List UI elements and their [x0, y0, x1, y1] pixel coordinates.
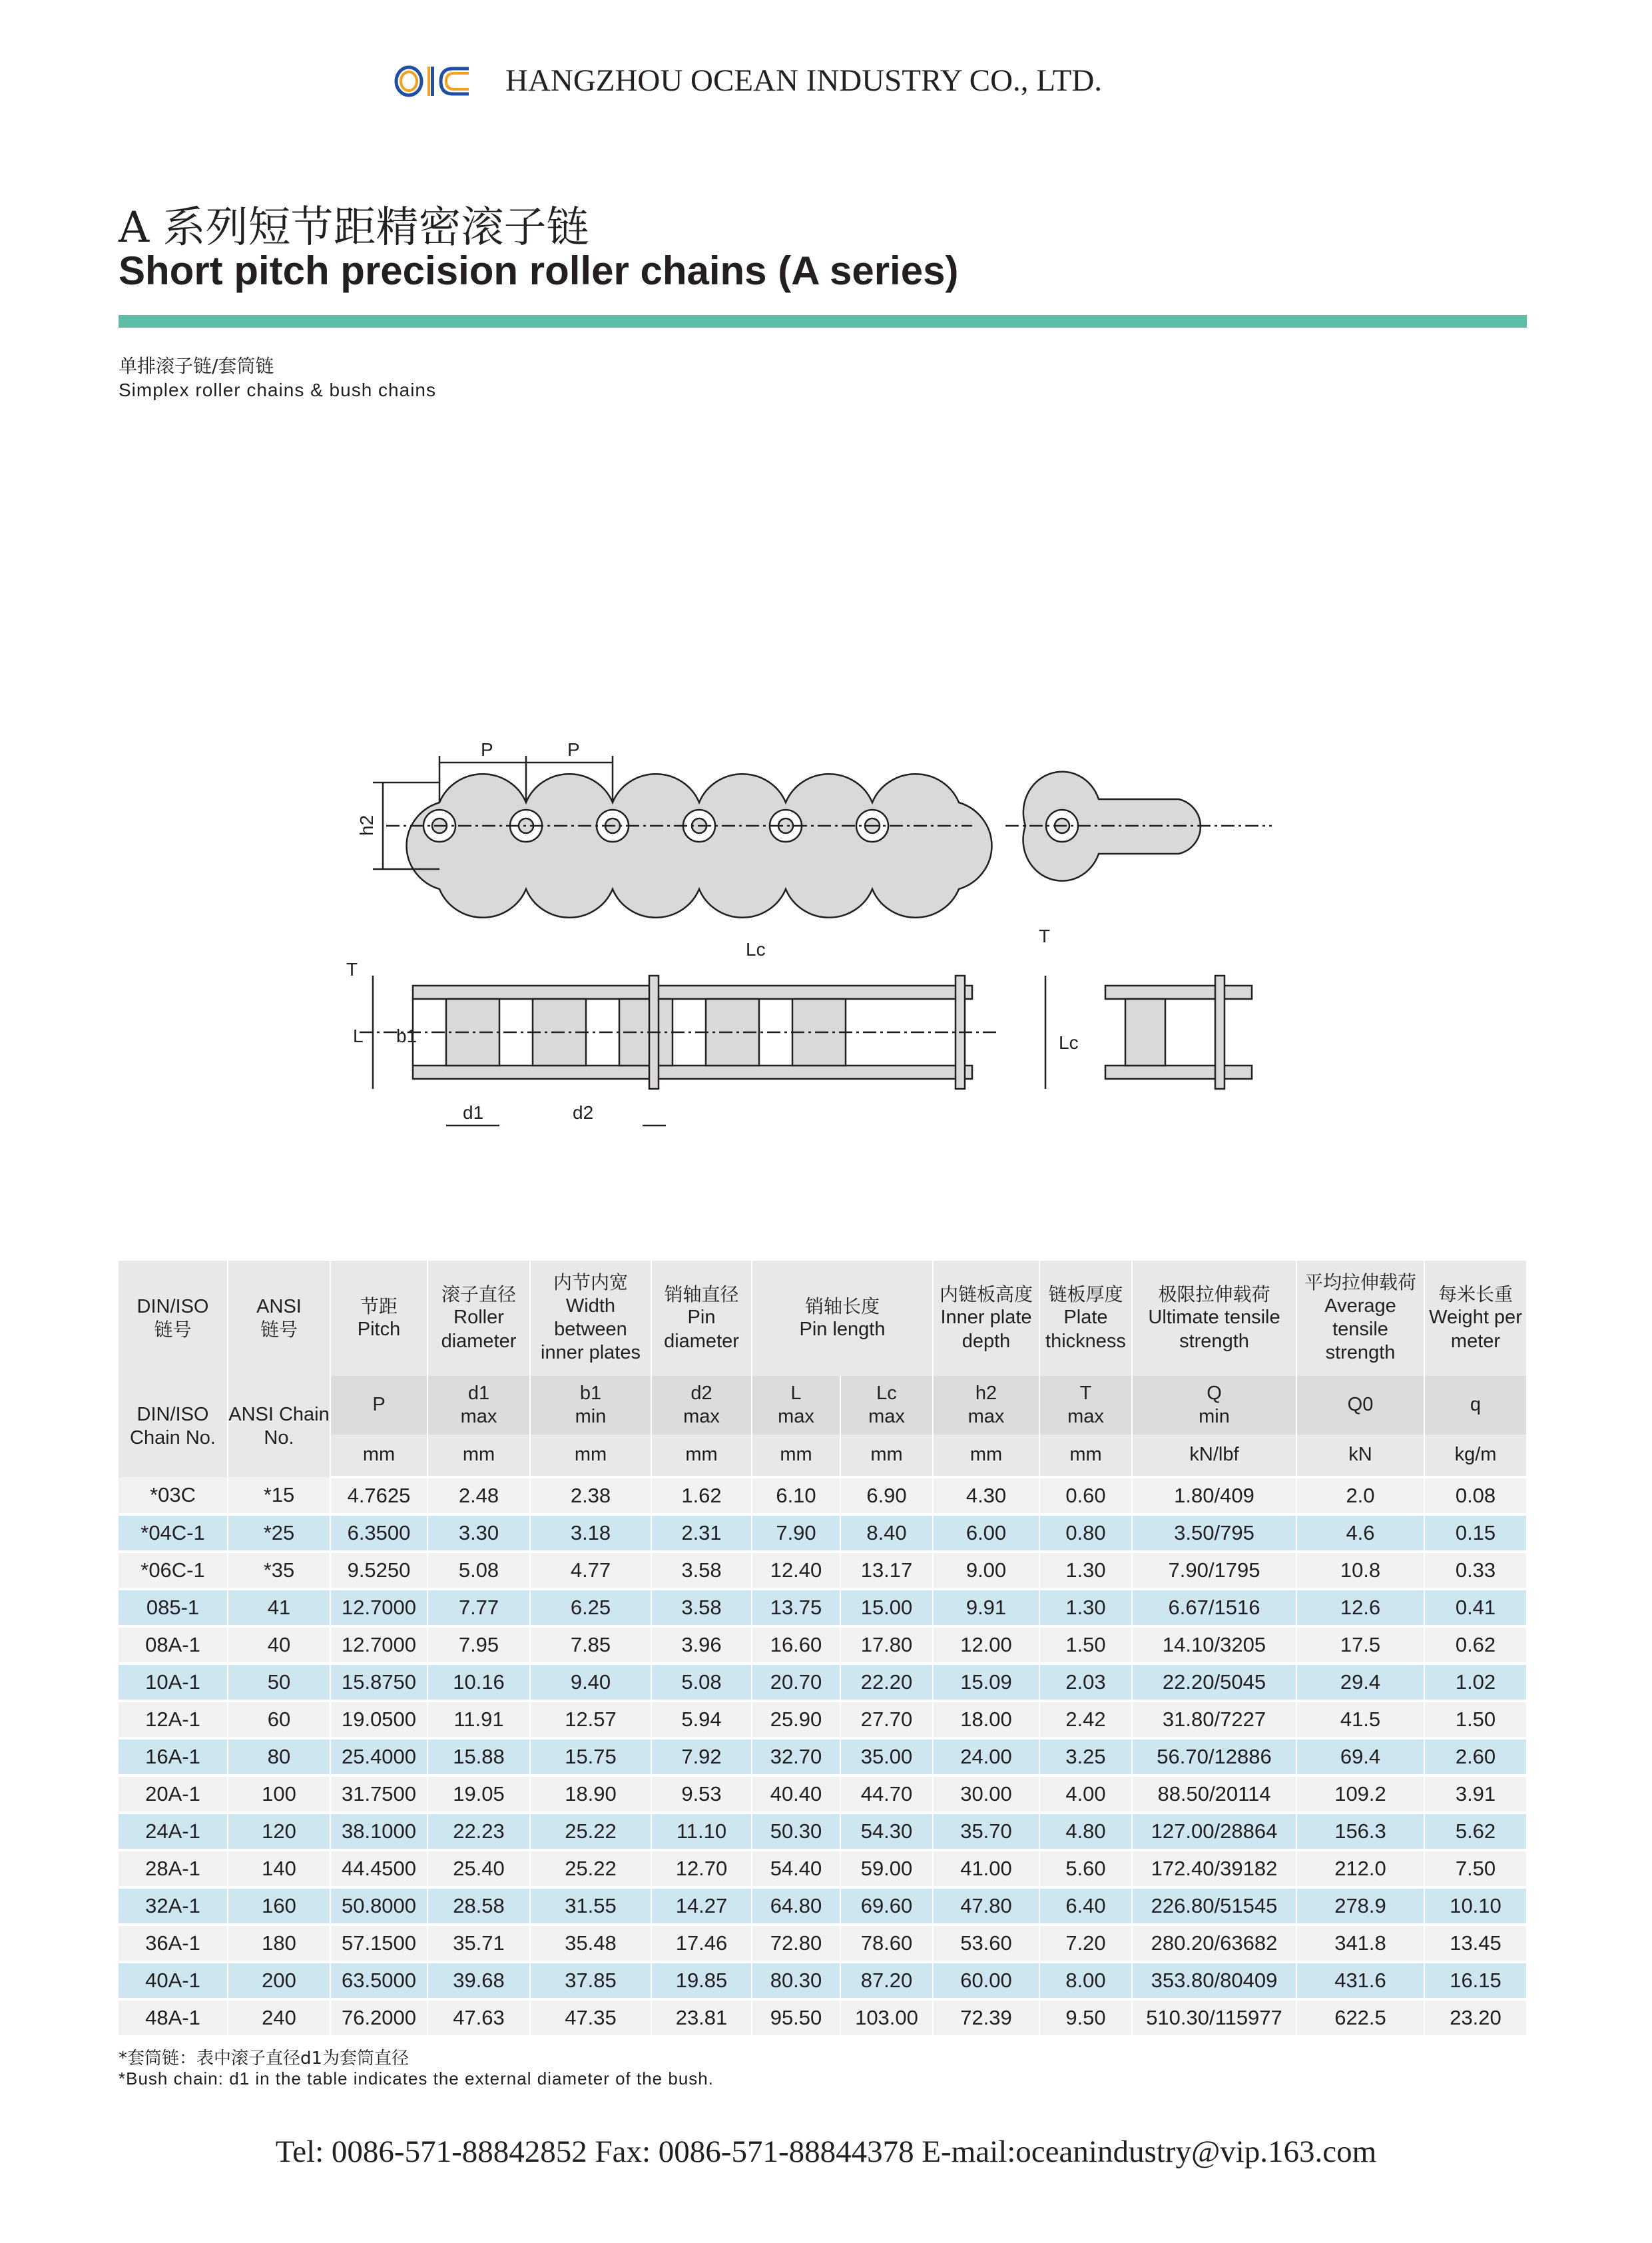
- company-name: HANGZHOU OCEAN INDUSTRY CO., LTD.: [505, 63, 1103, 98]
- table-cell: 41.5: [1296, 1701, 1424, 1738]
- table-cell: 2.60: [1424, 1738, 1527, 1775]
- table-cell: 2.03: [1039, 1664, 1132, 1701]
- table-row: [119, 1738, 1527, 1775]
- table-cell: 53.60: [933, 1925, 1039, 1962]
- table-cell: 48A-1: [119, 1999, 228, 2037]
- header-symbol: q: [1424, 1376, 1527, 1435]
- table-cell: 0.80: [1039, 1514, 1132, 1552]
- header-unit: kN: [1296, 1435, 1424, 1477]
- table-cell: 4.77: [530, 1552, 651, 1589]
- table-cell: 08A-1: [119, 1626, 228, 1664]
- table-cell: 12.40: [752, 1552, 840, 1589]
- header-symbol: Q min: [1132, 1376, 1296, 1435]
- table-header-row: [119, 1261, 1527, 1376]
- table-unit-row: [119, 1435, 1527, 1477]
- table-cell: 17.5: [1296, 1626, 1424, 1664]
- table-cell: 10.8: [1296, 1552, 1424, 1589]
- table-cell: 2.48: [427, 1477, 530, 1514]
- table-cell: 10.10: [1424, 1887, 1527, 1925]
- table-cell: 22.20/5045: [1132, 1664, 1296, 1701]
- table-cell: 24.00: [933, 1738, 1039, 1775]
- header-symbol: d1 max: [427, 1376, 530, 1435]
- table-cell: 47.35: [530, 1999, 651, 2037]
- table-cell: 0.41: [1424, 1589, 1527, 1626]
- table-cell: 14.27: [651, 1887, 752, 1925]
- table-row: [119, 1514, 1527, 1552]
- table-cell: 47.63: [427, 1999, 530, 2037]
- table-cell: 56.70/12886: [1132, 1738, 1296, 1775]
- table-row: [119, 1701, 1527, 1738]
- header-pin-diameter: 销轴直径 Pin diameter: [651, 1261, 752, 1376]
- header-unit: kg/m: [1424, 1435, 1527, 1477]
- table-cell: 7.77: [427, 1589, 530, 1626]
- table-cell: 085-1: [119, 1589, 228, 1626]
- table-cell: 0.62: [1424, 1626, 1527, 1664]
- table-cell: 39.68: [427, 1962, 530, 1999]
- company-logo: [394, 64, 471, 99]
- dim-label-d1: d1: [463, 1102, 484, 1123]
- table-cell: 41.00: [933, 1850, 1039, 1887]
- table-cell: 41: [228, 1589, 330, 1626]
- table-cell: 25.22: [530, 1850, 651, 1887]
- table-cell: 28A-1: [119, 1850, 228, 1887]
- table-cell: 5.62: [1424, 1813, 1527, 1850]
- dim-label-p1: P: [481, 739, 493, 760]
- header-symbol: Lc max: [840, 1376, 933, 1435]
- chain-diagram: [306, 723, 1298, 1149]
- header-unit: mm: [840, 1435, 933, 1477]
- table-row: [119, 1887, 1527, 1925]
- table-cell: 15.8750: [330, 1664, 427, 1701]
- table-cell: 10.16: [427, 1664, 530, 1701]
- table-cell: 8.40: [840, 1514, 933, 1552]
- table-cell: 3.30: [427, 1514, 530, 1552]
- header-symbol: d2 max: [651, 1376, 752, 1435]
- table-cell: 127.00/28864: [1132, 1813, 1296, 1850]
- header-symbol: T max: [1039, 1376, 1132, 1435]
- table-cell: 5.60: [1039, 1850, 1132, 1887]
- table-cell: 57.1500: [330, 1925, 427, 1962]
- table-cell: 4.30: [933, 1477, 1039, 1514]
- header-unit: mm: [1039, 1435, 1132, 1477]
- table-cell: 16.15: [1424, 1962, 1527, 1999]
- header-unit: mm: [752, 1435, 840, 1477]
- table-cell: 9.50: [1039, 1999, 1132, 2037]
- table-cell: 200: [228, 1962, 330, 1999]
- table-cell: 25.40: [427, 1850, 530, 1887]
- header-ultimate: 极限拉伸载荷 Ultimate tensile strength: [1132, 1261, 1296, 1376]
- table-cell: 44.4500: [330, 1850, 427, 1887]
- table-cell: 12A-1: [119, 1701, 228, 1738]
- table-row: [119, 1925, 1527, 1962]
- table-cell: 59.00: [840, 1850, 933, 1887]
- dim-label-p2: P: [567, 739, 580, 760]
- table-cell: 6.25: [530, 1589, 651, 1626]
- table-cell: 7.90/1795: [1132, 1552, 1296, 1589]
- table-cell: 1.02: [1424, 1664, 1527, 1701]
- table-cell: 17.80: [840, 1626, 933, 1664]
- table-cell: 44.70: [840, 1775, 933, 1813]
- table-cell: 40: [228, 1626, 330, 1664]
- table-cell: 6.10: [752, 1477, 840, 1514]
- dim-label-lc2: Lc: [1059, 1032, 1079, 1053]
- table-cell: 160: [228, 1887, 330, 1925]
- table-cell: 16A-1: [119, 1738, 228, 1775]
- table-cell: 2.38: [530, 1477, 651, 1514]
- table-cell: 32.70: [752, 1738, 840, 1775]
- table-cell: 9.53: [651, 1775, 752, 1813]
- header-unit: mm: [330, 1435, 427, 1477]
- table-row: [119, 1775, 1527, 1813]
- table-cell: 40.40: [752, 1775, 840, 1813]
- section-subtitle: Simplex roller chains & bush chains: [119, 380, 436, 400]
- table-cell: 18.90: [530, 1775, 651, 1813]
- table-cell: 12.57: [530, 1701, 651, 1738]
- table-cell: 88.50/20114: [1132, 1775, 1296, 1813]
- table-cell: 19.05: [427, 1775, 530, 1813]
- table-cell: 3.25: [1039, 1738, 1132, 1775]
- table-cell: 172.40/39182: [1132, 1850, 1296, 1887]
- table-cell: 6.00: [933, 1514, 1039, 1552]
- table-cell: 156.3: [1296, 1813, 1424, 1850]
- table-cell: 31.7500: [330, 1775, 427, 1813]
- table-cell: 6.40: [1039, 1887, 1132, 1925]
- table-cell: 31.80/7227: [1132, 1701, 1296, 1738]
- dim-label-t2: T: [1039, 926, 1051, 946]
- header-symbol: h2 max: [933, 1376, 1039, 1435]
- table-cell: 16.60: [752, 1626, 840, 1664]
- table-cell: 1.30: [1039, 1552, 1132, 1589]
- table-cell: 12.7000: [330, 1589, 427, 1626]
- table-cell: 50: [228, 1664, 330, 1701]
- table-cell: 63.5000: [330, 1962, 427, 1999]
- table-row: [119, 1477, 1527, 1514]
- table-row: [119, 1589, 1527, 1626]
- table-cell: 23.81: [651, 1999, 752, 2037]
- header-symbol: P: [330, 1376, 427, 1435]
- table-cell: 60: [228, 1701, 330, 1738]
- table-row: [119, 1664, 1527, 1701]
- table-cell: 4.00: [1039, 1775, 1132, 1813]
- table-cell: 50.30: [752, 1813, 840, 1850]
- table-cell: 0.33: [1424, 1552, 1527, 1589]
- table-row: [119, 1552, 1527, 1589]
- table-cell: 3.58: [651, 1589, 752, 1626]
- table-cell: 60.00: [933, 1962, 1039, 1999]
- table-cell: 0.15: [1424, 1514, 1527, 1552]
- dim-label-b1: b1: [396, 1026, 417, 1046]
- table-cell: *35: [228, 1552, 330, 1589]
- table-cell: 15.00: [840, 1589, 933, 1626]
- header-symbol: b1 min: [530, 1376, 651, 1435]
- table-cell: 95.50: [752, 1999, 840, 2037]
- header-symbol: L max: [752, 1376, 840, 1435]
- table-cell: 31.55: [530, 1887, 651, 1925]
- table-cell: 7.95: [427, 1626, 530, 1664]
- header-din: DIN/ISO 链号: [119, 1261, 228, 1376]
- table-cell: 35.70: [933, 1813, 1039, 1850]
- table-cell: 18.00: [933, 1701, 1039, 1738]
- footer-contact: Tel: 0086-571-88842852 Fax: 0086-571-88844378 E-mail:oceanindustry@vip.163.com: [275, 2134, 1377, 2169]
- table-cell: 140: [228, 1850, 330, 1887]
- table-cell: 9.5250: [330, 1552, 427, 1589]
- table-cell: 3.50/795: [1132, 1514, 1296, 1552]
- table-cell: 28.58: [427, 1887, 530, 1925]
- table-cell: 80: [228, 1738, 330, 1775]
- table-cell: 11.91: [427, 1701, 530, 1738]
- table-row: [119, 1626, 1527, 1664]
- table-cell: 80.30: [752, 1962, 840, 1999]
- chain-side-view: [360, 976, 1252, 1125]
- table-cell: 240: [228, 1999, 330, 2037]
- table-cell: 212.0: [1296, 1850, 1424, 1887]
- table-cell: 510.30/115977: [1132, 1999, 1296, 2037]
- table-cell: 72.80: [752, 1925, 840, 1962]
- table-cell: 9.00: [933, 1552, 1039, 1589]
- header-din-chain-no: DIN/ISO Chain No.: [119, 1376, 228, 1477]
- header-unit: mm: [933, 1435, 1039, 1477]
- header-width: 内节内宽 Width between inner plates: [530, 1261, 651, 1376]
- table-cell: 13.45: [1424, 1925, 1527, 1962]
- table-cell: 0.60: [1039, 1477, 1132, 1514]
- table-cell: 25.22: [530, 1813, 651, 1850]
- table-cell: 103.00: [840, 1999, 933, 2037]
- dim-label-h2: h2: [356, 814, 377, 836]
- table-cell: 12.70: [651, 1850, 752, 1887]
- table-cell: 6.67/1516: [1132, 1589, 1296, 1626]
- header-unit: mm: [530, 1435, 651, 1477]
- table-cell: 35.48: [530, 1925, 651, 1962]
- table-cell: *06C-1: [119, 1552, 228, 1589]
- table-cell: 6.90: [840, 1477, 933, 1514]
- header-unit: kN/lbf: [1132, 1435, 1296, 1477]
- chain-top-view: [373, 756, 1272, 918]
- header-unit: mm: [651, 1435, 752, 1477]
- table-cell: 1.50: [1424, 1701, 1527, 1738]
- table-cell: 15.88: [427, 1738, 530, 1775]
- table-cell: 32A-1: [119, 1887, 228, 1925]
- table-cell: 27.70: [840, 1701, 933, 1738]
- table-cell: 3.18: [530, 1514, 651, 1552]
- table-cell: 0.08: [1424, 1477, 1527, 1514]
- header-ansi: ANSI 链号: [228, 1261, 330, 1376]
- table-cell: 9.91: [933, 1589, 1039, 1626]
- table-cell: 7.90: [752, 1514, 840, 1552]
- section-subtitle-cn: 单排滚子链/套筒链: [119, 355, 274, 377]
- header-ansi-chain-no: ANSI Chain No.: [228, 1376, 330, 1477]
- table-cell: 14.10/3205: [1132, 1626, 1296, 1664]
- table-cell: 7.50: [1424, 1850, 1527, 1887]
- table-cell: 15.09: [933, 1664, 1039, 1701]
- table-cell: 22.23: [427, 1813, 530, 1850]
- table-cell: *25: [228, 1514, 330, 1552]
- table-cell: 69.4: [1296, 1738, 1424, 1775]
- table-cell: 76.2000: [330, 1999, 427, 2037]
- table-cell: 2.31: [651, 1514, 752, 1552]
- dim-label-t: T: [346, 959, 358, 980]
- header-unit: mm: [427, 1435, 530, 1477]
- table-cell: 7.92: [651, 1738, 752, 1775]
- header-roller: 滚子直径 Roller diameter: [427, 1261, 530, 1376]
- dim-label-l: L: [353, 1026, 364, 1046]
- spec-table: [119, 1261, 1527, 2038]
- table-cell: 17.46: [651, 1925, 752, 1962]
- table-cell: 22.20: [840, 1664, 933, 1701]
- table-cell: 5.08: [651, 1664, 752, 1701]
- header-pin-length: 销轴长度 Pin length: [752, 1261, 933, 1376]
- table-cell: 5.94: [651, 1701, 752, 1738]
- page-title-cn: A 系列短节距精密滚子链: [119, 203, 589, 252]
- table-cell: 278.9: [1296, 1887, 1424, 1925]
- table-cell: 50.8000: [330, 1887, 427, 1925]
- table-cell: *03C: [119, 1477, 228, 1514]
- page-title: Short pitch precision roller chains (A series): [119, 248, 959, 293]
- table-cell: 19.0500: [330, 1701, 427, 1738]
- table-cell: 1.50: [1039, 1626, 1132, 1664]
- table-cell: 280.20/63682: [1132, 1925, 1296, 1962]
- footnote: *Bush chain: d1 in the table indicates the external diameter of the bush.: [119, 2069, 714, 2088]
- table-cell: 54.30: [840, 1813, 933, 1850]
- table-cell: 25.4000: [330, 1738, 427, 1775]
- table-cell: 1.30: [1039, 1589, 1132, 1626]
- table-cell: 12.6: [1296, 1589, 1424, 1626]
- table-cell: 24A-1: [119, 1813, 228, 1850]
- table-cell: 19.85: [651, 1962, 752, 1999]
- table-cell: 2.0: [1296, 1477, 1424, 1514]
- table-row: [119, 1999, 1527, 2037]
- table-cell: 12.7000: [330, 1626, 427, 1664]
- table-cell: 9.40: [530, 1664, 651, 1701]
- table-cell: 20.70: [752, 1664, 840, 1701]
- header-plate-depth: 内链板高度 Inner plate depth: [933, 1261, 1039, 1376]
- table-cell: 431.6: [1296, 1962, 1424, 1999]
- table-cell: 7.20: [1039, 1925, 1132, 1962]
- table-symbol-row: [119, 1376, 1527, 1435]
- table-cell: 35.00: [840, 1738, 933, 1775]
- footnote-cn: *套筒链：表中滚子直径d1为套筒直径: [119, 2049, 410, 2069]
- table-cell: 120: [228, 1813, 330, 1850]
- table-cell: 29.4: [1296, 1664, 1424, 1701]
- dim-label-d2: d2: [573, 1102, 594, 1123]
- table-cell: 7.85: [530, 1626, 651, 1664]
- table-cell: 5.08: [427, 1552, 530, 1589]
- table-row: [119, 1962, 1527, 1999]
- table-cell: 10A-1: [119, 1664, 228, 1701]
- table-cell: 622.5: [1296, 1999, 1424, 2037]
- table-cell: 13.17: [840, 1552, 933, 1589]
- table-cell: 2.42: [1039, 1701, 1132, 1738]
- table-cell: 109.2: [1296, 1775, 1424, 1813]
- table-cell: 4.6: [1296, 1514, 1424, 1552]
- table-cell: 47.80: [933, 1887, 1039, 1925]
- header-weight: 每米长重 Weight per meter: [1424, 1261, 1527, 1376]
- table-cell: 64.80: [752, 1887, 840, 1925]
- table-cell: 1.62: [651, 1477, 752, 1514]
- header-plate-thickness: 链板厚度 Plate thickness: [1039, 1261, 1132, 1376]
- table-cell: 100: [228, 1775, 330, 1813]
- table-cell: 11.10: [651, 1813, 752, 1850]
- table-cell: 1.80/409: [1132, 1477, 1296, 1514]
- table-cell: 3.91: [1424, 1775, 1527, 1813]
- title-divider: [119, 315, 1527, 328]
- table-cell: 30.00: [933, 1775, 1039, 1813]
- table-cell: *04C-1: [119, 1514, 228, 1552]
- table-cell: *15: [228, 1477, 330, 1514]
- table-cell: 8.00: [1039, 1962, 1132, 1999]
- table-cell: 4.80: [1039, 1813, 1132, 1850]
- table-cell: 341.8: [1296, 1925, 1424, 1962]
- table-row: [119, 1850, 1527, 1887]
- table-cell: 4.7625: [330, 1477, 427, 1514]
- table-cell: 35.71: [427, 1925, 530, 1962]
- table-cell: 3.58: [651, 1552, 752, 1589]
- table-cell: 36A-1: [119, 1925, 228, 1962]
- table-cell: 3.96: [651, 1626, 752, 1664]
- header-pitch: 节距 Pitch: [330, 1261, 427, 1376]
- table-cell: 38.1000: [330, 1813, 427, 1850]
- header-symbol: Q0: [1296, 1376, 1424, 1435]
- table-cell: 37.85: [530, 1962, 651, 1999]
- table-cell: 40A-1: [119, 1962, 228, 1999]
- dim-label-lc: Lc: [746, 939, 766, 960]
- table-cell: 87.20: [840, 1962, 933, 1999]
- table-cell: 226.80/51545: [1132, 1887, 1296, 1925]
- table-cell: 23.20: [1424, 1999, 1527, 2037]
- table-cell: 78.60: [840, 1925, 933, 1962]
- table-cell: 353.80/80409: [1132, 1962, 1296, 1999]
- table-cell: 72.39: [933, 1999, 1039, 2037]
- table-cell: 13.75: [752, 1589, 840, 1626]
- table-cell: 6.3500: [330, 1514, 427, 1552]
- header-average: 平均拉伸载荷 Average tensile strength: [1296, 1261, 1424, 1376]
- table-cell: 15.75: [530, 1738, 651, 1775]
- table-cell: 54.40: [752, 1850, 840, 1887]
- table-cell: 20A-1: [119, 1775, 228, 1813]
- table-cell: 69.60: [840, 1887, 933, 1925]
- table-row: [119, 1813, 1527, 1850]
- table-cell: 25.90: [752, 1701, 840, 1738]
- table-cell: 12.00: [933, 1626, 1039, 1664]
- table-cell: 180: [228, 1925, 330, 1962]
